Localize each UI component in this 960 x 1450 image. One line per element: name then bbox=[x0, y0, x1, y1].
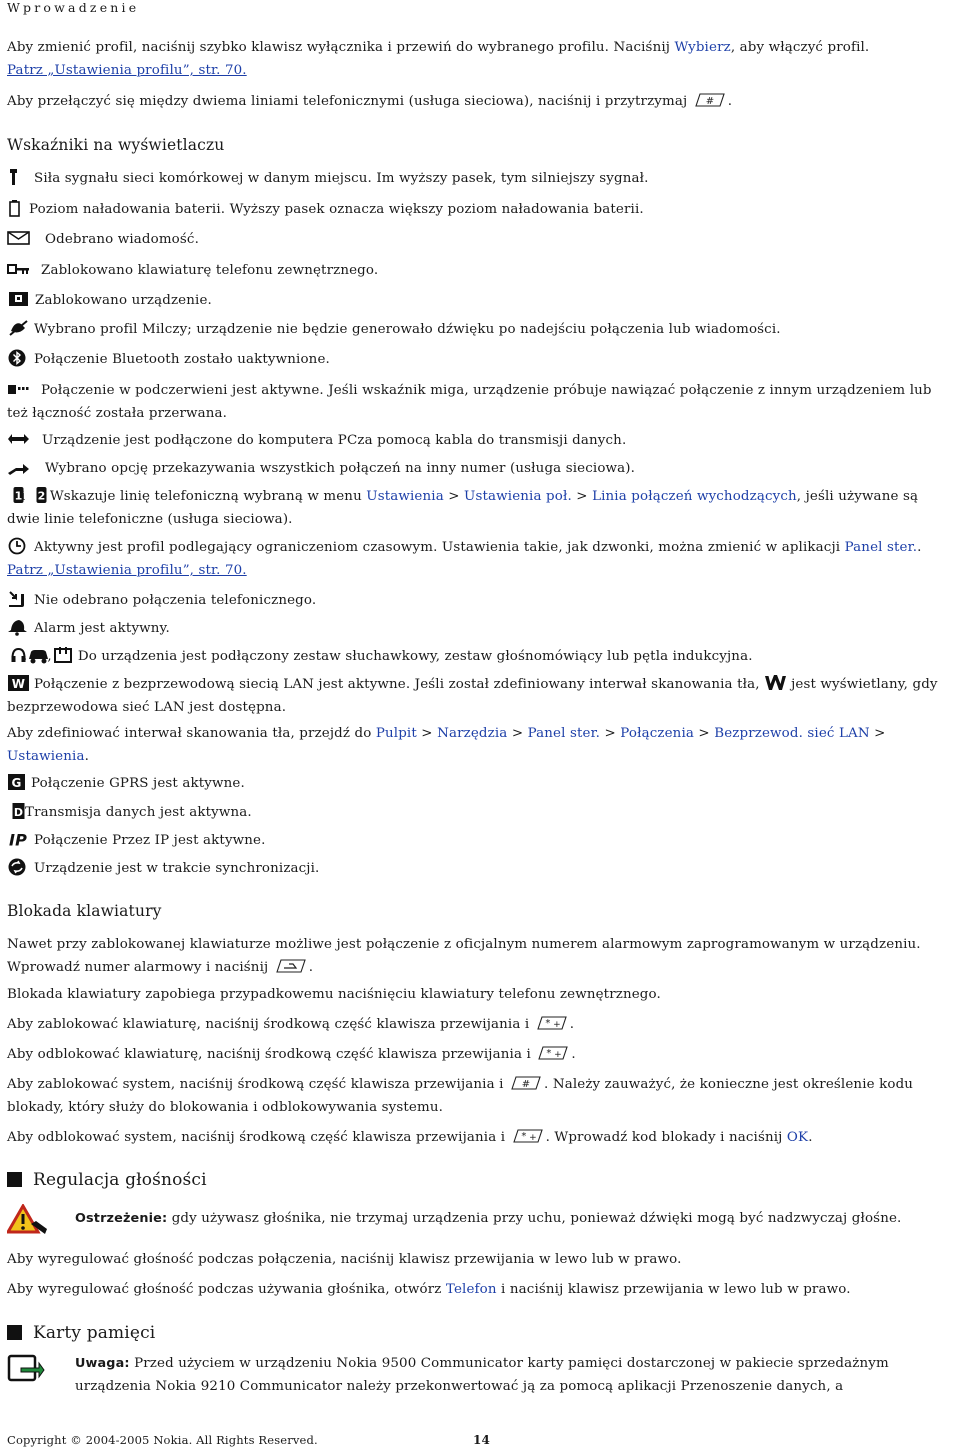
indicator-row-gprs bbox=[7, 772, 953, 795]
svg-text:D: D bbox=[13, 806, 24, 819]
warning-icon bbox=[7, 1204, 49, 1236]
indicator-row-line bbox=[7, 485, 953, 531]
svg-text:*: * bbox=[546, 1048, 552, 1059]
indicator-row-accessories bbox=[7, 645, 953, 668]
menu-sep: > bbox=[600, 726, 621, 741]
intro-line-text: Aby przełączyć się między dwiema liniami telefonicznymi (usługa sieciowa), naciśnij i przytrzymaj bbox=[7, 94, 688, 109]
indicator-row-alarm bbox=[7, 617, 953, 640]
battery-text: Poziom naładowania baterii. Wyższy pasek oznacza większy poziom naładowania baterii. bbox=[29, 202, 644, 217]
silent-text: Wybrano profil Milczy; urządzenie nie będzie generowało dźwięku po nadejściu połączenia lub wiadomości. bbox=[34, 322, 781, 337]
intro-line-end: . bbox=[727, 94, 733, 109]
profile-settings-ref-link-2[interactable]: Patrz „Ustawienia profilu”, str. 70. bbox=[7, 563, 247, 578]
copyright: Copyright © 2004-2005 Nokia. All Rights Reserved. bbox=[7, 1433, 318, 1447]
menu-ustawienia-wlan[interactable]: Ustawienia bbox=[7, 749, 85, 764]
battery-icon bbox=[7, 199, 25, 217]
svg-text:+: + bbox=[552, 1020, 561, 1030]
keylock-p6-text-2: . Wprowadź kod blokady i naciśnij bbox=[545, 1130, 787, 1145]
menu-pulpit[interactable]: Pulpit bbox=[375, 726, 417, 741]
intro-profile-paragraph bbox=[7, 36, 953, 82]
indicator-row-message bbox=[7, 228, 953, 251]
svg-text:1: 1 bbox=[14, 489, 23, 503]
svg-text:2: 2 bbox=[37, 489, 46, 503]
line-text-end: , jeśli używane są dwie linie telefoniczne (usługa sieciowa). bbox=[7, 489, 919, 527]
ip-text: Połączenie Przez IP jest aktywne. bbox=[34, 833, 266, 848]
keylock-p5-text: Aby zablokować system, naciśnij środkową część klawisza przewijania i bbox=[7, 1077, 504, 1092]
menu-ustawienia-pol[interactable]: Ustawienia poł. bbox=[464, 489, 572, 504]
timed-text-end: . bbox=[917, 540, 922, 555]
call-divert-icon bbox=[7, 458, 41, 476]
menu-narzedzia[interactable]: Narzędzia bbox=[437, 726, 508, 741]
menu-sep: > bbox=[443, 489, 465, 504]
wlan-settings-text: Aby zdefiniować interwał skanowania tła, przejdź do bbox=[7, 726, 376, 741]
gprs-icon bbox=[7, 773, 27, 791]
telefon-link[interactable]: Telefon bbox=[445, 1282, 497, 1297]
usb-cable-icon bbox=[7, 430, 38, 448]
hash-key-icon bbox=[509, 1075, 543, 1091]
keylock-p2: Blokada klawiatury zapobiega przypadkowemu naciśnięciu klawiatury telefonu zewnętrznego. bbox=[7, 987, 661, 1002]
sync-icon bbox=[7, 858, 30, 876]
signal-text: Siła sygnału sieci komórkowej w danym miejscu. Im wyższy pasek, tym silniejszy sygnał. bbox=[34, 171, 649, 186]
keylock-p3-end: . bbox=[569, 1017, 575, 1032]
usb-text: Urządzenie jest podłączone do komputera PCza pomocą kabla do transmisji danych. bbox=[42, 433, 627, 448]
wlan-text: Połączenie z bezprzewodową siecią LAN jest aktywne. Jeśli został zdefiniowany interwał skanowania tła, bbox=[34, 677, 760, 692]
indicator-row-battery bbox=[7, 198, 953, 221]
wlan-icon bbox=[7, 674, 30, 692]
indicator-row-data bbox=[7, 801, 953, 824]
keylock-p4-text: Aby odblokować klawiaturę, naciśnij środkową część klawisza przewijania i bbox=[7, 1047, 531, 1062]
keylock-p3 bbox=[7, 1013, 953, 1036]
menu-sep: > bbox=[869, 726, 886, 741]
ip-icon bbox=[7, 830, 30, 848]
indicator-row-missed bbox=[7, 589, 953, 612]
note-text: Przed użyciem w urządzeniu Nokia 9500 Communicator karty pamięci dostarczonej w pakiecie sprzedażnym urządzenia Nokia 9210 Communicator należy przekonwertować ją za pomocą aplikacji Przenoszenie danych, a bbox=[75, 1356, 889, 1394]
call-key-icon bbox=[274, 958, 308, 974]
svg-text:G: G bbox=[11, 776, 22, 790]
keylock-p1 bbox=[7, 933, 953, 979]
bluetooth-icon bbox=[7, 349, 30, 367]
star-key-icon bbox=[535, 1015, 569, 1031]
intro-text: Aby zmienić profil, naciśnij szybko klawisz wyłącznika i przewiń do wybranego profilu. Naciśnij bbox=[7, 40, 675, 55]
indicator-row-ip bbox=[7, 829, 953, 852]
indicator-row-usb bbox=[7, 429, 953, 452]
section-header: Wprowadzenie bbox=[7, 0, 140, 15]
memory-heading: Karty pamięci bbox=[33, 1323, 156, 1343]
indicator-row-keylock bbox=[7, 259, 953, 282]
divert-text: Wybrano opcję przekazywania wszystkich połączeń na inny numer (usługa sieciowa). bbox=[45, 461, 636, 476]
missed-text: Nie odebrano połączenia telefonicznego. bbox=[34, 593, 317, 608]
wlan-text-end: jest wyświetlany, gdy bezprzewodowa sieć LAN jest dostępna. bbox=[7, 677, 938, 715]
ok-link[interactable]: OK bbox=[786, 1130, 809, 1145]
keylock-p4 bbox=[7, 1043, 953, 1066]
wybierz-link[interactable]: Wybierz bbox=[674, 40, 731, 55]
indicators-heading: Wskaźniki na wyświetlaczu bbox=[7, 136, 225, 154]
volume-p2 bbox=[7, 1278, 953, 1301]
svg-text:+: + bbox=[528, 1133, 537, 1143]
line-i-text: i bbox=[21, 489, 26, 504]
indicator-row-infrared bbox=[7, 379, 953, 425]
car-kit-icon bbox=[27, 646, 47, 664]
volume-p1: Aby wyregulować głośność podczas połączenia, naciśnij klawisz przewijania w lewo lub w prawo. bbox=[7, 1252, 682, 1267]
menu-panel-ster[interactable]: Panel ster. bbox=[527, 726, 601, 741]
profile-settings-ref-link[interactable]: Patrz „Ustawienia profilu”, str. 70. bbox=[7, 63, 247, 78]
indicator-row-wlan bbox=[7, 673, 953, 719]
star-key-icon bbox=[536, 1045, 570, 1061]
infrared-text: Połączenie w podczerwieni jest aktywne. Jeśli wskaźnik miga, urządzenie próbuje nawiązać połączenie z innym urządzeniem lub też łączność została przerwana. bbox=[7, 383, 932, 421]
keylock-p1-end: . bbox=[308, 960, 314, 975]
section-bullet bbox=[7, 1325, 22, 1340]
indicator-row-divert bbox=[7, 457, 953, 480]
indicator-row-bluetooth bbox=[7, 348, 953, 371]
memory-note bbox=[75, 1352, 953, 1398]
indicator-row-silent bbox=[7, 318, 953, 341]
svg-text:IP: IP bbox=[9, 830, 27, 848]
menu-bezprzewod-siec-lan[interactable]: Bezprzewod. sieć LAN bbox=[714, 726, 870, 741]
sync-text: Urządzenie jest w trakcie synchronizacji. bbox=[34, 861, 320, 876]
headset-icon bbox=[7, 646, 23, 664]
line-2-icon bbox=[30, 486, 46, 504]
keylock-p6-text: Aby odblokować system, naciśnij środkową część klawisza przewijania i bbox=[7, 1130, 506, 1145]
key-icon bbox=[7, 260, 37, 278]
menu-end: . bbox=[84, 749, 90, 764]
wlan-available-icon bbox=[764, 674, 788, 692]
intro-line-paragraph bbox=[7, 90, 953, 113]
menu-sep: > bbox=[507, 726, 528, 741]
loopset-icon bbox=[52, 646, 74, 664]
clock-icon bbox=[7, 537, 30, 555]
volume-warning bbox=[75, 1207, 953, 1230]
page-number: 14 bbox=[473, 1433, 490, 1447]
indicator-row-signal bbox=[7, 167, 953, 190]
menu-sep: > bbox=[416, 726, 438, 741]
device-lock-icon bbox=[7, 290, 31, 308]
alarm-bell-icon bbox=[7, 618, 30, 636]
accessories-text: Do urządzenia jest podłączony zestaw słuchawkowy, zestaw głośnomówiący lub pętla indukcyjna. bbox=[77, 649, 753, 664]
keylock-p5-end: . Należy zauważyć, że konieczne jest określenie kodu blokady, który służy do blokowania i odblokowywania systemu. bbox=[7, 1077, 914, 1115]
timed-text: Aktywny jest profil podlegający ograniczeniom czasowym. Ustawienia takie, jak dzwonki, można zmienić w aplikacji bbox=[34, 540, 845, 555]
panel-ster-link[interactable]: Panel ster. bbox=[844, 540, 918, 555]
acc-sep: , bbox=[47, 649, 52, 664]
keylock-p6 bbox=[7, 1126, 953, 1149]
missed-call-icon bbox=[7, 590, 30, 608]
line-1-icon bbox=[7, 486, 23, 504]
keylock-p5 bbox=[7, 1073, 953, 1119]
svg-text:+: + bbox=[554, 1050, 563, 1060]
menu-ustawienia[interactable]: Ustawienia bbox=[366, 489, 444, 504]
indicator-row-devlock bbox=[7, 289, 953, 312]
infrared-icon bbox=[7, 380, 37, 398]
hash-key-icon bbox=[693, 92, 727, 108]
volume-p2-end: i naciśnij klawisz przewijania w lewo lub w prawo. bbox=[496, 1282, 851, 1297]
keylock-p1-text: Nawet przy zablokowanej klawiaturze możliwe jest połączenie z oficjalnym numerem alarmowym zaprogramowanym w urządzeniu. Wprowadź numer alarmowy i naciśnij bbox=[7, 937, 921, 975]
star-key-icon bbox=[511, 1128, 545, 1144]
silent-icon bbox=[7, 319, 30, 337]
svg-text:*: * bbox=[521, 1131, 527, 1142]
intro-text-end: , aby włączyć profil. bbox=[730, 40, 870, 55]
data-call-icon bbox=[7, 802, 24, 820]
envelope-icon bbox=[7, 229, 41, 247]
warning-label: Ostrzeżenie: bbox=[75, 1211, 168, 1226]
volume-p2-text: Aby wyregulować głośność podczas używania głośnika, otwórz bbox=[7, 1282, 446, 1297]
data-text: Transmisja danych jest aktywna. bbox=[25, 805, 252, 820]
keylock-p4-end: . bbox=[571, 1047, 576, 1062]
volume-heading: Regulacja głośności bbox=[33, 1170, 207, 1190]
svg-text:#: # bbox=[705, 96, 714, 107]
svg-text:#: # bbox=[521, 1079, 531, 1090]
keylock-p3-text: Aby zablokować klawiaturę, naciśnij środkową część klawisza przewijania i bbox=[7, 1017, 530, 1032]
svg-text:W: W bbox=[11, 677, 26, 691]
indicator-row-sync bbox=[7, 857, 953, 880]
keylock-heading: Blokada klawiatury bbox=[7, 902, 162, 920]
alarm-text: Alarm jest aktywny. bbox=[34, 621, 170, 636]
keylock-text: Zablokowano klawiaturę telefonu zewnętrznego. bbox=[41, 263, 379, 278]
section-bullet bbox=[7, 1172, 22, 1187]
signal-icon bbox=[7, 168, 30, 186]
message-text: Odebrano wiadomość. bbox=[45, 232, 199, 247]
note-label: Uwaga: bbox=[75, 1356, 130, 1371]
gprs-text: Połączenie GPRS jest aktywne. bbox=[31, 776, 245, 791]
note-icon bbox=[7, 1352, 45, 1384]
wlan-settings-paragraph bbox=[7, 722, 953, 768]
keylock-p6-end: . bbox=[808, 1130, 813, 1145]
menu-sep: > bbox=[571, 489, 593, 504]
line-text: Wskazuje linię telefoniczną wybraną w menu bbox=[49, 489, 367, 504]
menu-linia-polaczen[interactable]: Linia połączeń wychodzących bbox=[592, 489, 797, 504]
menu-polaczenia[interactable]: Połączenia bbox=[620, 726, 695, 741]
warning-text: gdy używasz głośnika, nie trzymaj urządzenia przy uchu, ponieważ dźwięki mogą być nadzwyczaj głośne. bbox=[167, 1211, 902, 1226]
devlock-text: Zablokowano urządzenie. bbox=[35, 293, 212, 308]
indicator-row-timed bbox=[7, 536, 953, 582]
bluetooth-text: Połączenie Bluetooth zostało uaktywnione. bbox=[34, 352, 330, 367]
menu-sep: > bbox=[694, 726, 715, 741]
acc-sep: , bbox=[23, 649, 28, 664]
svg-text:*: * bbox=[545, 1018, 551, 1029]
